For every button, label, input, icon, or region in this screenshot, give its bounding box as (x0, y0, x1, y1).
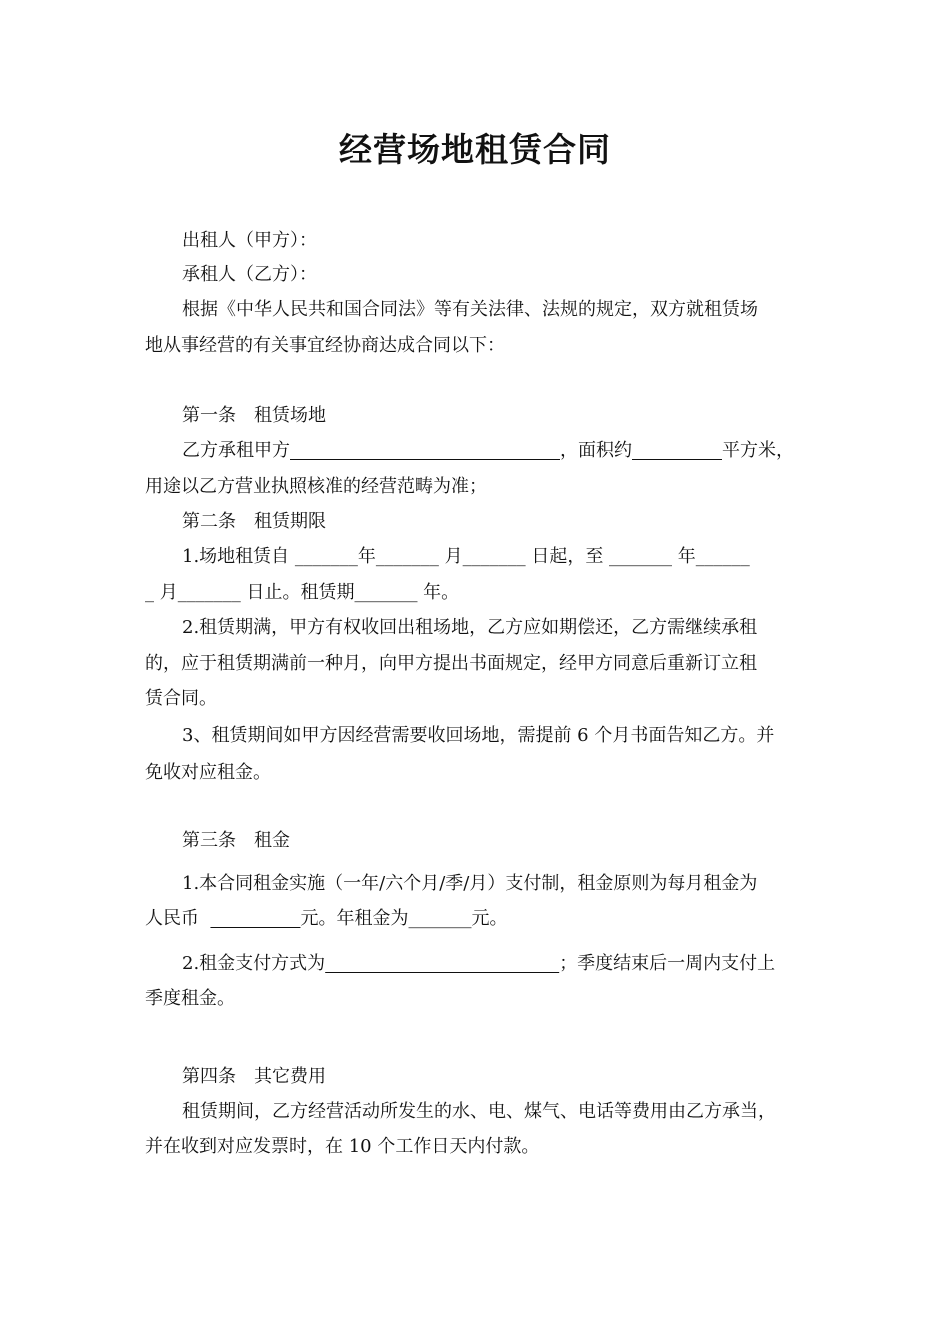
lessor-line: 出租人（甲方）： (182, 230, 317, 251)
article-3-text-a: 人民币 (145, 908, 211, 929)
document-title: 经营场地租赁合同 (339, 130, 611, 169)
article-2-item-3-line-1: 3、租赁期间如甲方因经营需要收回场地，需提前 6 个月书面告知乙方。并 (182, 725, 775, 746)
monthly-rent-blank (210, 908, 300, 929)
article-3-item-1-line-1: 1.本合同租金实施（一年/六个月/季/月）支付制，租金原则为每月租金为 (182, 873, 758, 894)
article-1-text-c: 平方米， (722, 440, 794, 461)
article-2-item-2-line-3: 赁合同。 (145, 688, 217, 709)
article-2-item-1-line-2: _ 月_______ 日止。租赁期_______ 年。 (145, 582, 460, 603)
article-3-item-2-text-b: ；季度结束后一周内支付上 (559, 953, 776, 974)
article-4-heading: 第四条 其它费用 (182, 1066, 326, 1087)
article-2-item-2-line-2: 的，应于租赁期满前一种月，向甲方提出书面规定，经甲方同意后重新订立租 (145, 653, 757, 674)
article-2-item-1-line-1: 1.场地租赁自 _______年_______ 月_______ 日起，至 _______ 年______ (182, 546, 750, 567)
article-1-line-2: 用途以乙方营业执照核准的经营范畴为准； (145, 476, 487, 497)
article-2-item-2-line-1: 2.租赁期满，甲方有权收回出租场地，乙方应如期偿还，乙方需继续承租 (182, 617, 758, 638)
article-1-heading: 第一条 租赁场地 (182, 405, 326, 426)
article-1-line-1 (182, 438, 794, 464)
article-3-item-2-text-a: 2.租金支付方式为 (182, 953, 326, 974)
leased-premises-blank (290, 440, 560, 461)
article-1-text-a: 乙方承租甲方 (182, 440, 290, 461)
article-3-text-b: 元。年租金为_______元。 (300, 908, 508, 929)
article-3-item-2-line-2: 季度租金。 (145, 988, 235, 1009)
article-4-line-1: 租赁期间，乙方经营活动所发生的水、电、煤气、电话等费用由乙方承当， (182, 1101, 776, 1122)
article-3-item-2-line-1 (182, 951, 775, 977)
article-3-heading: 第三条 租金 (182, 830, 290, 851)
intro-line-1: 根据《中华人民共和国合同法》等有关法律、法规的规定，双方就租赁场 (182, 299, 758, 320)
payment-method-blank (325, 953, 559, 974)
article-1-text-b: ，面积约 (560, 440, 632, 461)
article-2-item-3-line-2: 免收对应租金。 (145, 762, 271, 783)
intro-line-2: 地从事经营的有关事宜经协商达成合同以下： (145, 335, 505, 356)
area-blank (632, 440, 722, 461)
article-3-item-1-line-2 (145, 906, 507, 932)
article-2-heading: 第二条 租赁期限 (182, 511, 326, 532)
article-4-line-2: 并在收到对应发票时，在 10 个工作日天内付款。 (145, 1136, 540, 1157)
lessee-line: 承租人（乙方）： (182, 264, 317, 285)
